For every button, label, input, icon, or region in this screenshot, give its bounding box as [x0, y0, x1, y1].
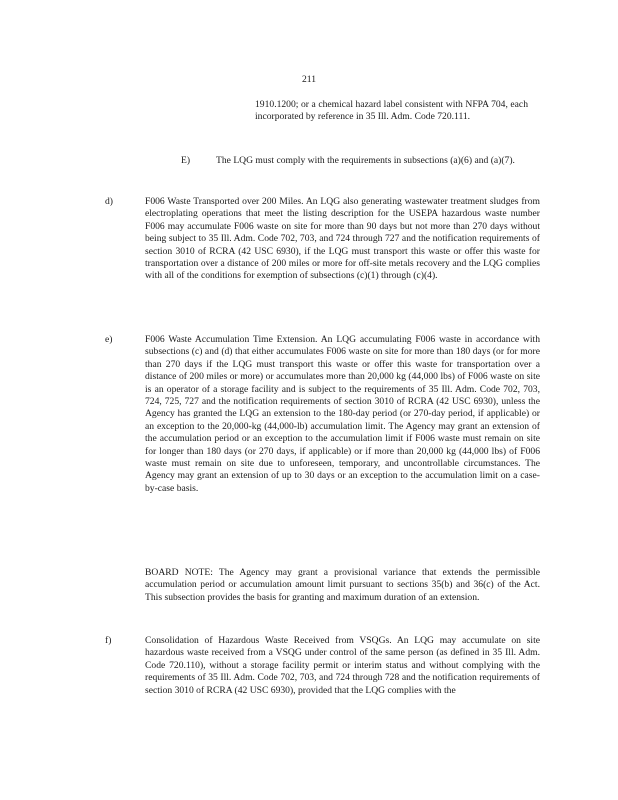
item-f-text: Consolidation of Hazardous Waste Received from VSQGs. An LQG may accumulate on site hazardous waste received from a VSQG under control of the same person (as defined in 35 Ill. Adm. Code 720.110), without a storage facility permit or interim status and without complying with the requirements of 35 Ill. Adm. Code 702, 703, and 724 through 728 and the notification requirements of section 3010 of RCRA (42 USC 6930), provided that the LQG complies with the: [145, 635, 540, 696]
item-d-label: d): [105, 196, 113, 207]
page-number: 211: [301, 74, 317, 85]
item-e-label: e): [105, 334, 113, 345]
subsection-e-label: E): [181, 155, 191, 166]
continuation-text: 1910.1200; or a chemical hazard label consistent with NFPA 704, each incorporated by reference in 35 Ill. Adm. Code 720.111.: [255, 99, 528, 123]
item-d-text: F006 Waste Transported over 200 Miles. An LQG also generating wastewater treatment sludges from electroplating operations that meet the listing description for the USEPA hazardous waste number F006 may accumulate F006 waste on site for more than 90 days but not more than 270 days without being subject to 35 Ill. Adm. Code 702, 703, and 724 through 727 and the notification requirements of section 3010 of RCRA (42 USC 6930), if the LQG must transport this waste or offer this waste for transportation over a distance of 200 miles or more for off-site metals recovery and the LQG complies with all of the conditions for exemption of subsections (c)(1) through (c)(4).: [145, 196, 540, 282]
item-f-label: f): [105, 635, 112, 646]
subsection-e-text: The LQG must comply with the requirements in subsections (a)(6) and (a)(7).: [216, 155, 515, 166]
item-e-text: F006 Waste Accumulation Time Extension. An LQG accumulating F006 waste in accordance with subsections (c) and (d) that either accumulates F006 waste on site for more than 180 days (or for more than 270 days if the LQG must transport this waste or offer this waste for transportation over a distance of 200 miles or more) or accumulates more than 20,000 kg (44,000 lbs) of F006 waste on site is an operator of a storage facility and is subject to the requirements of 35 Ill. Adm. Code 702, 703, 724, 725, 727 and the notification requirements of section 3010 of RCRA (42 USC 6930), unless the Agency has granted the LQG an extension to the 180-day period (or 270-day period, if applicable) or an exception to the 20,000-kg (44,000-lb) accumulation limit. The Agency may grant an extension of the accumulation period or an exception to the accumulation limit if F006 waste must remain on site for longer than 180 days (or 270 days, if applicable) or if more than 20,000 kg (44,000 lbs) of F006 waste must remain on site due to unforeseen, temporary, and uncontrollable circumstances. The Agency may grant an extension of up to 30 days or an exception to the accumulation limit on a case-by-case basis.: [145, 334, 540, 494]
board-note: BOARD NOTE: The Agency may grant a provisional variance that extends the permissible accumulation period or accumulation amount limit pursuant to sections 35(b) and 36(c) of the Act. This subsection provides the basis for granting and maximum duration of an extension.: [145, 567, 540, 603]
